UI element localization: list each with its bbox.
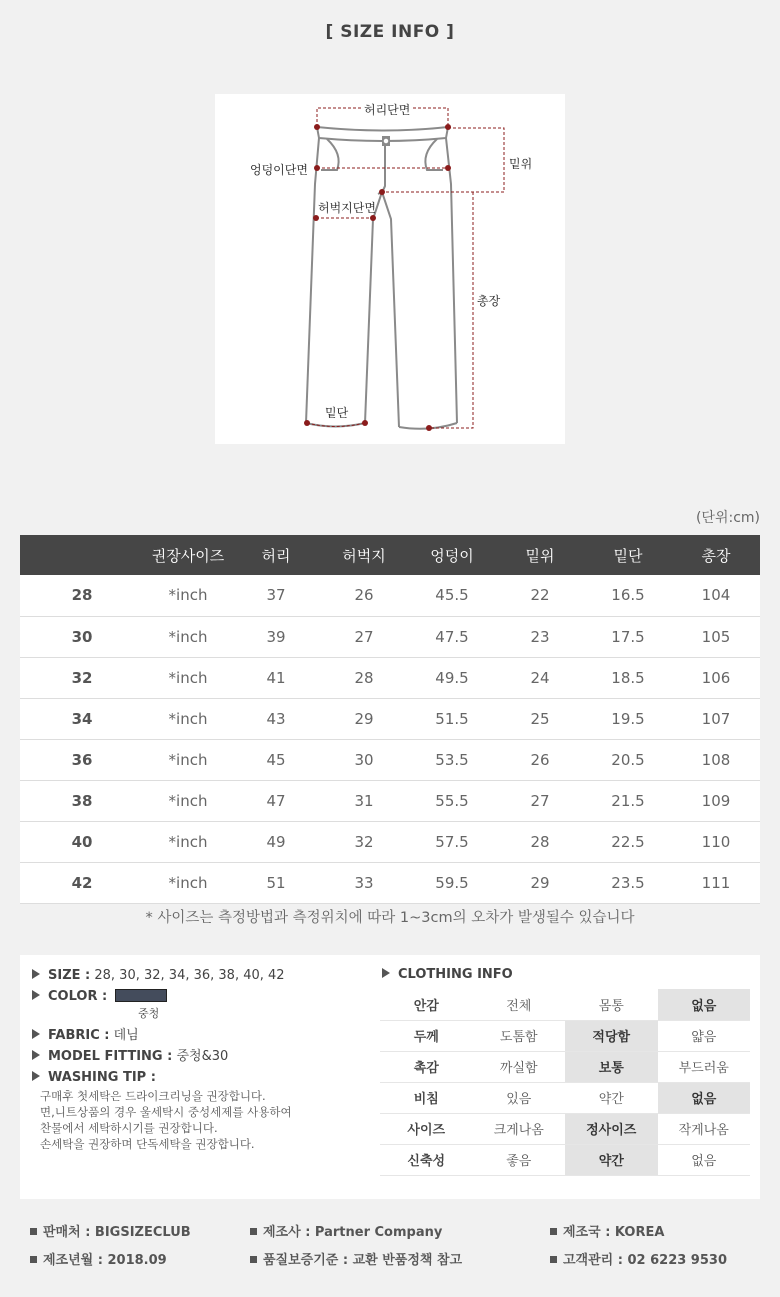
clothing-info-option-selected: 약간 xyxy=(565,1144,658,1175)
table-cell: *inch xyxy=(144,821,232,862)
clothing-info-option: 약간 xyxy=(565,1082,658,1113)
table-cell: *inch xyxy=(144,657,232,698)
table-cell: 47 xyxy=(232,780,320,821)
clothing-info-label: 비침 xyxy=(380,1082,473,1113)
col-header-hem: 밑단 xyxy=(584,535,672,575)
clothing-info-row xyxy=(380,1051,750,1082)
clothing-info-option: 크게나옴 xyxy=(473,1113,566,1144)
clothing-info-option: 있음 xyxy=(473,1082,566,1113)
washing-line: 구매후 첫세탁은 드라이크리닝을 권장합니다. xyxy=(40,1089,266,1103)
washing-tip-row xyxy=(32,1067,382,1088)
clothing-info-option: 도톰함 xyxy=(473,1020,566,1051)
table-cell: *inch xyxy=(144,739,232,780)
table-cell: 45 xyxy=(232,739,320,780)
table-cell: 32 xyxy=(320,821,408,862)
table-cell: 47.5 xyxy=(408,616,496,657)
fabric-row xyxy=(32,1025,382,1046)
col-header-length: 총장 xyxy=(672,535,760,575)
color-label: COLOR : xyxy=(48,989,108,1004)
clothing-info-label: 촉감 xyxy=(380,1051,473,1082)
table-cell: 28 xyxy=(320,657,408,698)
table-cell: 59.5 xyxy=(408,862,496,903)
table-cell: 55.5 xyxy=(408,780,496,821)
washing-line: 면,니트상품의 경우 울세탁시 중성세제를 사용하여 xyxy=(40,1105,292,1119)
col-header-rise: 밑위 xyxy=(496,535,584,575)
color-name: 중청 xyxy=(138,1007,160,1020)
table-cell: 31 xyxy=(320,780,408,821)
maker-text: 제조사 : Partner Company xyxy=(263,1225,443,1240)
table-cell: 28 xyxy=(20,575,144,616)
table-cell: 110 xyxy=(672,821,760,862)
table-cell: 39 xyxy=(232,616,320,657)
size-table xyxy=(20,535,760,904)
table-cell: 34 xyxy=(20,698,144,739)
table-cell: 107 xyxy=(672,698,760,739)
table-cell: 57.5 xyxy=(408,821,496,862)
table-row xyxy=(20,739,760,780)
washing-tip-label: WASHING TIP : xyxy=(48,1070,156,1085)
seller-text: 판매처 : BIGSIZECLUB xyxy=(43,1225,191,1240)
clothing-info-option-selected: 없음 xyxy=(658,989,751,1020)
page-title: [ SIZE INFO ] xyxy=(325,22,455,42)
clothing-info-option-selected: 정사이즈 xyxy=(565,1113,658,1144)
country-text: 제조국 : KOREA xyxy=(563,1225,665,1240)
washing-line: 손세탁을 권장하며 단독세탁을 권장합니다. xyxy=(40,1137,255,1151)
table-cell: 106 xyxy=(672,657,760,698)
col-header-waist: 허리 xyxy=(232,535,320,575)
footer-seller xyxy=(30,1221,191,1240)
model-fitting-row xyxy=(32,1046,382,1067)
table-cell: 29 xyxy=(496,862,584,903)
clothing-info-label: 신축성 xyxy=(380,1144,473,1175)
pants-illustration xyxy=(215,94,565,444)
table-cell: 53.5 xyxy=(408,739,496,780)
triangle-bullet-icon xyxy=(32,990,40,1000)
table-cell: 23 xyxy=(496,616,584,657)
clothing-info-option-selected: 적당함 xyxy=(565,1020,658,1051)
clothing-info-option-selected: 없음 xyxy=(658,1082,751,1113)
size-row xyxy=(32,965,382,986)
clothing-info-table xyxy=(380,989,750,1176)
square-bullet-icon xyxy=(550,1256,557,1263)
size-value: 28, 30, 32, 34, 36, 38, 40, 42 xyxy=(94,968,285,983)
table-cell: 28 xyxy=(496,821,584,862)
thigh-label: 허벅지단면 xyxy=(318,201,376,215)
footer-country xyxy=(550,1221,664,1240)
table-row xyxy=(20,657,760,698)
square-bullet-icon xyxy=(250,1256,257,1263)
table-cell: 18.5 xyxy=(584,657,672,698)
table-cell: 27 xyxy=(320,616,408,657)
product-info-panel xyxy=(20,955,760,1199)
washing-line: 찬물에서 세탁하시기를 권장합니다. xyxy=(40,1121,218,1135)
product-details xyxy=(32,965,382,1152)
hem-label: 밑단 xyxy=(325,406,349,420)
table-cell: *inch xyxy=(144,862,232,903)
fabric-label: FABRIC : xyxy=(48,1028,110,1043)
unit-label: (단위:cm) xyxy=(695,510,760,526)
footer-maker xyxy=(250,1221,442,1240)
square-bullet-icon xyxy=(250,1228,257,1235)
fabric-value: 데님 xyxy=(113,1028,139,1043)
clothing-info-row xyxy=(380,1144,750,1175)
table-cell: 21.5 xyxy=(584,780,672,821)
table-cell: 40 xyxy=(20,821,144,862)
clothing-info-option: 작게나옴 xyxy=(658,1113,751,1144)
clothing-info-option-selected: 보통 xyxy=(565,1051,658,1082)
footer-cs xyxy=(550,1249,727,1268)
table-cell: *inch xyxy=(144,698,232,739)
model-fitting-value: 중청&30 xyxy=(176,1049,229,1064)
clothing-info-option: 좋음 xyxy=(473,1144,566,1175)
table-cell: 37 xyxy=(232,575,320,616)
table-cell: 22.5 xyxy=(584,821,672,862)
clothing-info xyxy=(380,965,750,1176)
clothing-info-option: 얇음 xyxy=(658,1020,751,1051)
table-cell: 49.5 xyxy=(408,657,496,698)
size-label: SIZE : xyxy=(48,968,91,983)
col-header-hip: 엉덩이 xyxy=(408,535,496,575)
table-cell: 32 xyxy=(20,657,144,698)
rise-label: 밑위 xyxy=(509,157,533,171)
clothing-info-row xyxy=(380,1113,750,1144)
triangle-bullet-icon xyxy=(32,1071,40,1081)
clothing-info-title xyxy=(382,965,750,985)
table-cell: 51.5 xyxy=(408,698,496,739)
table-cell: 43 xyxy=(232,698,320,739)
table-row xyxy=(20,616,760,657)
table-cell: 27 xyxy=(496,780,584,821)
clothing-info-option: 부드러움 xyxy=(658,1051,751,1082)
clothing-info-option: 몸통 xyxy=(565,989,658,1020)
clothing-info-row xyxy=(380,989,750,1020)
table-cell: 41 xyxy=(232,657,320,698)
cs-text: 고객관리 : 02 6223 9530 xyxy=(563,1253,727,1268)
triangle-bullet-icon xyxy=(382,968,390,978)
triangle-bullet-icon xyxy=(32,1050,40,1060)
table-cell: 24 xyxy=(496,657,584,698)
table-cell: 38 xyxy=(20,780,144,821)
table-cell: 17.5 xyxy=(584,616,672,657)
table-cell: 16.5 xyxy=(584,575,672,616)
clothing-info-option: 전체 xyxy=(473,989,566,1020)
triangle-bullet-icon xyxy=(32,1029,40,1039)
table-row xyxy=(20,698,760,739)
clothing-info-label: 두께 xyxy=(380,1020,473,1051)
square-bullet-icon xyxy=(30,1256,37,1263)
table-cell: 49 xyxy=(232,821,320,862)
color-row xyxy=(32,986,382,1007)
model-fitting-label: MODEL FITTING : xyxy=(48,1049,173,1064)
clothing-info-row xyxy=(380,1082,750,1113)
footer-warranty xyxy=(250,1249,462,1268)
table-row xyxy=(20,821,760,862)
measurement-note: * 사이즈는 측정방법과 측정위치에 따라 1~3cm의 오차가 발생될수 있습니다 xyxy=(145,910,635,926)
table-cell: 109 xyxy=(672,780,760,821)
clothing-info-title-text: CLOTHING INFO xyxy=(398,967,513,982)
table-cell: 33 xyxy=(320,862,408,903)
square-bullet-icon xyxy=(550,1228,557,1235)
table-cell: 30 xyxy=(320,739,408,780)
clothing-info-label: 사이즈 xyxy=(380,1113,473,1144)
table-cell: *inch xyxy=(144,780,232,821)
table-row xyxy=(20,862,760,903)
pants-measurement-diagram xyxy=(215,94,565,444)
table-row xyxy=(20,575,760,616)
warranty-text: 품질보증기준 : 교환 반품정책 참고 xyxy=(263,1253,463,1268)
washing-tip-text xyxy=(40,1088,382,1152)
color-swatch xyxy=(115,989,167,1002)
size-table-header xyxy=(20,535,760,575)
table-row xyxy=(20,780,760,821)
col-header-thigh: 허벅지 xyxy=(320,535,408,575)
table-cell: 29 xyxy=(320,698,408,739)
table-cell: *inch xyxy=(144,616,232,657)
square-bullet-icon xyxy=(30,1228,37,1235)
table-cell: 42 xyxy=(20,862,144,903)
triangle-bullet-icon xyxy=(32,969,40,979)
table-cell: 26 xyxy=(320,575,408,616)
clothing-info-option: 까실함 xyxy=(473,1051,566,1082)
table-cell: 51 xyxy=(232,862,320,903)
table-cell: 20.5 xyxy=(584,739,672,780)
table-cell: 105 xyxy=(672,616,760,657)
table-cell: 30 xyxy=(20,616,144,657)
table-cell: *inch xyxy=(144,575,232,616)
table-cell: 26 xyxy=(496,739,584,780)
waist-label: 허리단면 xyxy=(364,103,411,117)
table-cell: 108 xyxy=(672,739,760,780)
clothing-info-row xyxy=(380,1020,750,1051)
date-text: 제조년월 : 2018.09 xyxy=(43,1253,167,1268)
table-cell: 111 xyxy=(672,862,760,903)
table-cell: 25 xyxy=(496,698,584,739)
length-label: 총장 xyxy=(477,294,501,308)
hip-label: 엉덩이단면 xyxy=(250,163,308,177)
clothing-info-label: 안감 xyxy=(380,989,473,1020)
footer-date xyxy=(30,1249,167,1268)
clothing-info-option: 없음 xyxy=(658,1144,751,1175)
table-cell: 36 xyxy=(20,739,144,780)
table-cell: 23.5 xyxy=(584,862,672,903)
col-header-size xyxy=(20,535,144,575)
table-cell: 19.5 xyxy=(584,698,672,739)
table-cell: 22 xyxy=(496,575,584,616)
col-header-recommended: 권장사이즈 xyxy=(144,535,232,575)
table-cell: 104 xyxy=(672,575,760,616)
table-cell: 45.5 xyxy=(408,575,496,616)
